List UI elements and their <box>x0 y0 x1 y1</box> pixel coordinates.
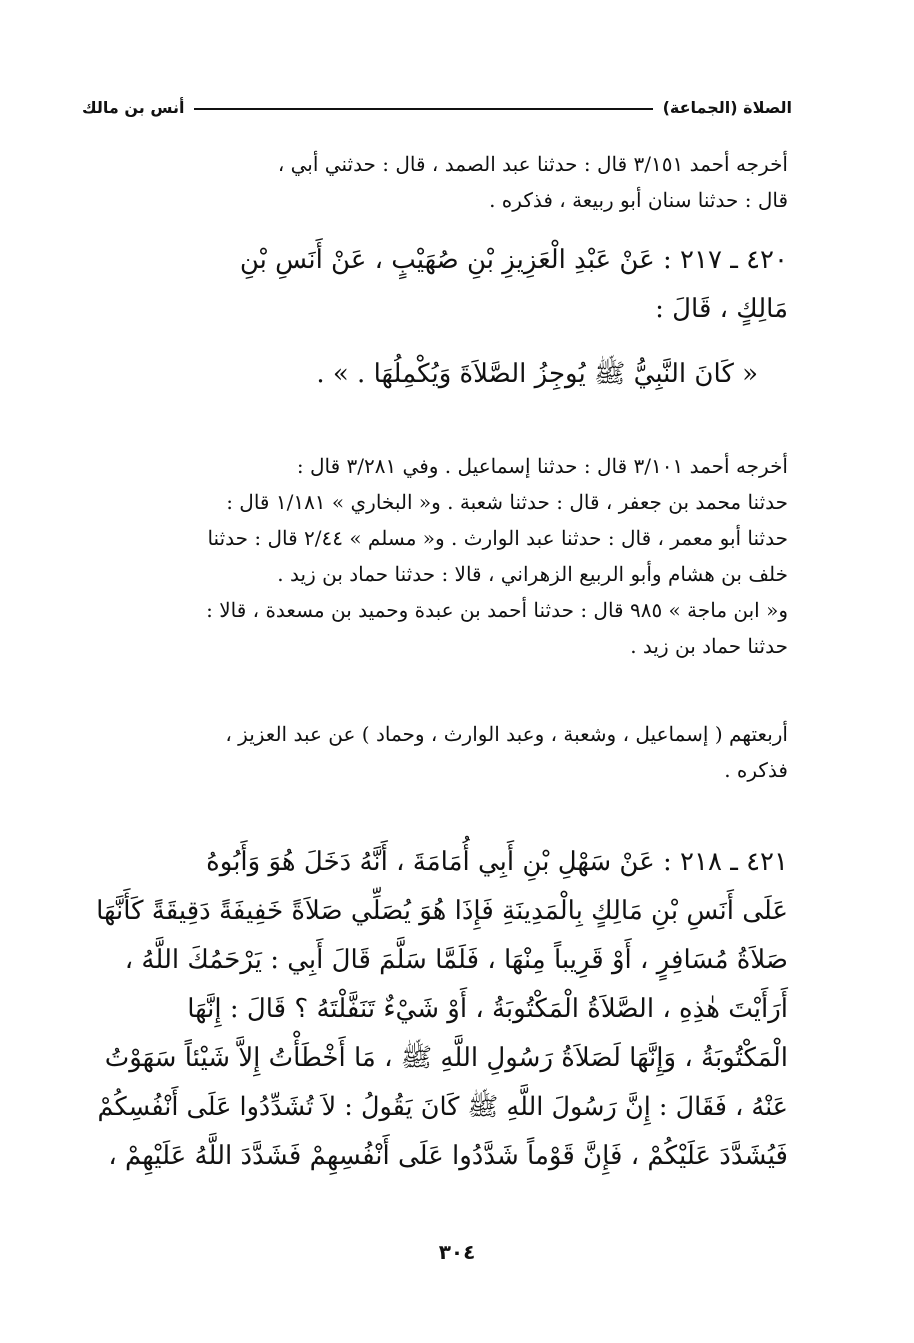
note-line: حدثنا أبو معمر ، قال : حدثنا عبد الوارث . و« مسلم » ٢/٤٤ قال : حدثنا <box>207 526 788 550</box>
page-number: ٣٠٤ <box>438 1240 476 1264</box>
hadith-line: صَلاَةُ مُسَافِرٍ ، أَوْ قَرِيباً مِنْهَا ، فَلَمَّا سَلَّمَ قَالَ أَبِي : يَرْحَمُكَ اللَّهُ ، <box>124 945 788 975</box>
hadith-420-quote <box>88 350 788 399</box>
chapter-title: الصلاة (الجماعة) <box>662 97 792 117</box>
running-head <box>82 92 792 122</box>
hadith-421 <box>88 838 788 1181</box>
hadith-line: فَيُشَدَّدَ عَلَيْكُمْ ، فَإِنَّ قَوْماً شَدَّدُوا عَلَى أَنْفُسِهِمْ فَشَدَّدَ اللَّهُ عَلَيْهِمْ ، <box>108 1141 788 1171</box>
note-line: حدثنا محمد بن جعفر ، قال : حدثنا شعبة . و« البخاري » ١/١٨١ قال : <box>226 490 788 514</box>
quote-text: « كَانَ النَّبِيُّ ﷺ يُوجِزُ الصَّلاَةَ وَيُكْمِلُهَا . » . <box>316 359 758 389</box>
hadith-line: أَرَأَيْتَ هٰذِهِ ، الصَّلاَةُ الْمَكْتُوبَةُ ، أَوْ شَيْءٌ تَنَفَّلْتَهُ ؟ قَالَ : إِنَّهَا <box>187 994 788 1024</box>
note-line: أربعتهم ( إسماعيل ، وشعبة ، وعبد الوارث ، وحماد ) عن عبد العزيز ، <box>225 722 788 746</box>
hadith-line: عَلَى أَنَسِ بْنِ مَالِكٍ بِالْمَدِينَةِ فَإِذَا هُوَ يُصَلِّي صَلاَةً خَفِيفَةً دَقِيقَةً كَأَنَّهَا <box>96 896 788 926</box>
takhrij-note-2 <box>88 448 788 664</box>
note-line: أخرجه أحمد ٣/١٠١ قال : حدثنا إسماعيل . وفي ٣/٢٨١ قال : <box>296 454 788 478</box>
hadith-420 <box>88 236 788 334</box>
note-line: خلف بن هشام وأبو الربيع الزهراني ، قالا : حدثنا حماد بن زيد . <box>277 562 788 586</box>
hadith-line: عَنْهُ ، فَقَالَ : إِنَّ رَسُولَ اللَّهِ ﷺ كَانَ يَقُولُ : لاَ تُشَدِّدُوا عَلَى أَنْفُسِكُمْ <box>97 1092 788 1122</box>
takhrij-note-3 <box>88 716 788 788</box>
hadith-line: ٤٢٠ ـ ٢١٧ : عَنْ عَبْدِ الْعَزِيزِ بْنِ صُهَيْبٍ ، عَنْ أَنَسِ بْنِ <box>239 245 788 275</box>
note-line: أخرجه أحمد ٣/١٥١ قال : حدثنا عبد الصمد ، قال : حدثني أبي ، <box>277 152 788 176</box>
hadith-line: مَالِكٍ ، قَالَ : <box>655 294 788 324</box>
takhrij-note-1 <box>88 146 788 218</box>
hadith-line: ٤٢١ ـ ٢١٨ : عَنْ سَهْلِ بْنِ أَبِي أُمَامَةَ ، أَنَّهُ دَخَلَ هُوَ وَأَبُوهُ <box>206 847 788 877</box>
note-line: قال : حدثنا سنان أبو ربيعة ، فذكره . <box>489 188 788 212</box>
note-line: حدثنا حماد بن زيد . <box>630 634 788 658</box>
header-rule <box>194 108 652 110</box>
hadith-line: الْمَكْتُوبَةُ ، وَإِنَّهَا لَصَلاَةُ رَسُولِ اللَّهِ ﷺ ، مَا أَخْطَأْتُ إِلاَّ شَيْئاً سَهَوْتُ <box>104 1043 788 1073</box>
note-line: و« ابن ماجة » ٩٨٥ قال : حدثنا أحمد بن عبدة وحميد بن مسعدة ، قالا : <box>206 598 788 622</box>
note-line: فذكره . <box>724 758 788 782</box>
section-title: أنس بن مالك <box>82 97 185 117</box>
